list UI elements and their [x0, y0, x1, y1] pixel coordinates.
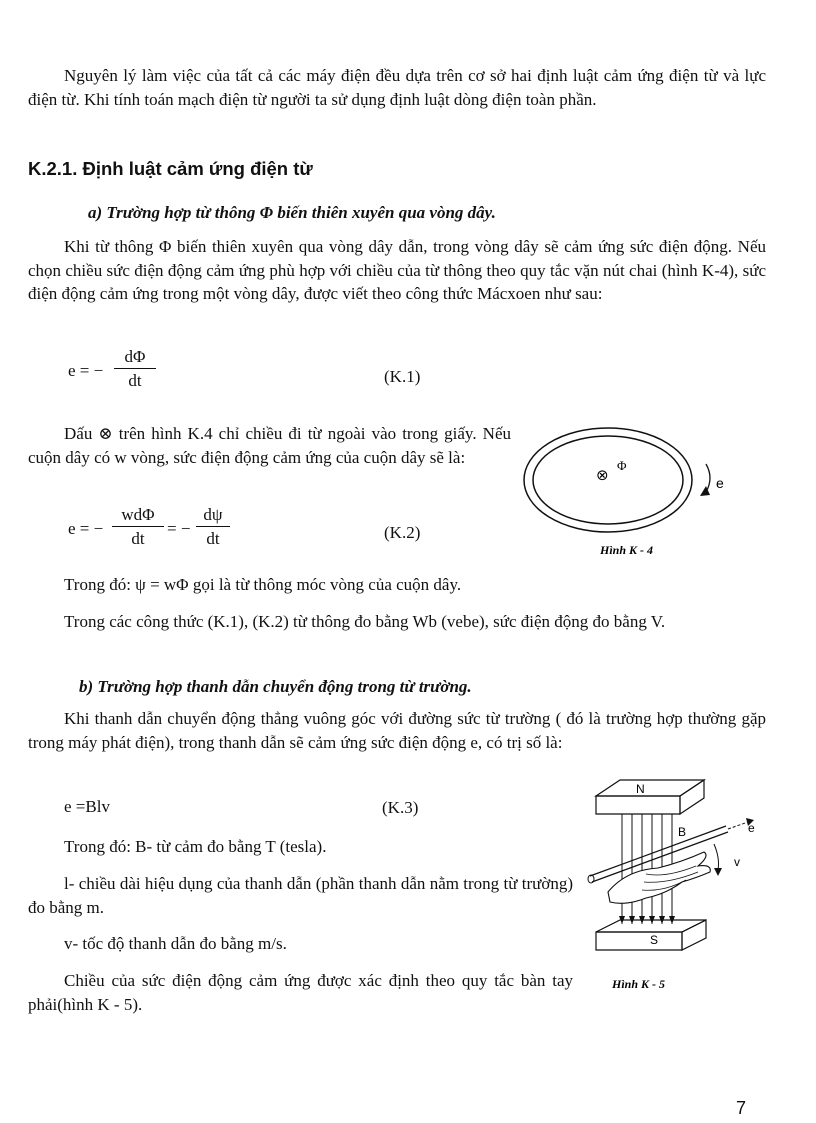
- eq3-lhs: e =Blv: [64, 797, 110, 816]
- flux-cross-symbol: ⊗: [596, 466, 609, 484]
- flux-symbol: Φ: [617, 458, 627, 473]
- eq1-label: (K.1): [384, 367, 421, 386]
- eq1-denominator: dt: [128, 371, 142, 390]
- paragraph-a1: Khi từ thông Φ biến thiên xuyên qua vòng dây dẫn, trong vòng dây sẽ cảm ứng sức điện động. Nếu chọn chiều sức điện động cảm ứng phù hợp với chiều của từ thông theo quy tắc vặn nút chai (hình K-4), sức điện động cảm ứng trong một vòng dây, được viết theo công thức Mácxoen như sau:: [28, 237, 766, 303]
- paragraph-b5: Chiều của sức điện động cảm ứng được xác định theo quy tắc bàn tay phải(hình K - 5).: [28, 971, 573, 1014]
- eq2-denominator-2: dt: [206, 529, 220, 548]
- figure-k4: [520, 416, 726, 566]
- page-number: 7: [736, 1098, 747, 1118]
- paragraph-a3: Trong đó: ψ = wΦ gọi là từ thông móc vòng của cuộn dây.: [64, 575, 462, 594]
- eq3-label: (K.3): [382, 798, 419, 817]
- north-label: N: [636, 782, 645, 796]
- b-label: B: [678, 825, 687, 839]
- emf-direction-line: [728, 822, 748, 829]
- paragraph-a2: Dấu ⊗ trên hình K.4 chỉ chiều đi từ ngoài vào trong giấy. Nếu cuộn dây có w vòng, sức điện động cảm ứng của cuộn dây sẽ là:: [28, 424, 511, 467]
- figure-k4-caption: Hình K - 4: [600, 543, 654, 557]
- figure-k5-caption: Hình K - 5: [612, 977, 666, 991]
- figure-k5: [586, 774, 766, 994]
- eq2-numerator-2: dψ: [196, 504, 230, 527]
- paragraph-b2: Trong đó: B- từ cảm đo bằng T (tesla).: [64, 837, 327, 856]
- paragraph-b1: Khi thanh dẫn chuyển động thẳng vuông góc với đường sức từ trường ( đó là trường hợp thường gặp trong máy phát điện), trong thanh dẫn sẽ cảm ứng sức điện động e, có trị số là:: [28, 709, 766, 752]
- eq2-lhs: e = −: [68, 519, 104, 538]
- south-label: S: [650, 933, 659, 947]
- eq2-label: (K.2): [384, 523, 421, 542]
- north-pole: [596, 780, 704, 814]
- eq2-mid: = −: [167, 519, 191, 538]
- paragraph-a4: Trong các công thức (K.1), (K.2) từ thông đo bằng Wb (vebe), sức điện động đo bằng V.: [64, 612, 666, 631]
- paragraph-b4: v- tốc độ thanh dẫn đo bằng m/s.: [64, 934, 287, 953]
- intro-paragraph: Nguyên lý làm việc của tất cả các máy điện đều dựa trên cơ sở hai định luật cảm ứng điện từ và lực điện từ. Khi tính toán mạch điện từ người ta sử dụng định luật dòng điện toàn phần.: [28, 66, 766, 109]
- right-hand-icon: [608, 852, 710, 903]
- section-title: K.2.1. Định luật cảm ứng điện từ: [28, 158, 313, 179]
- v-label: v: [734, 855, 740, 869]
- emf-label: e: [716, 475, 724, 491]
- e-label: e: [748, 821, 755, 835]
- subsection-b-title: b) Trường hợp thanh dẫn chuyển động trong từ trường.: [79, 677, 472, 696]
- subsection-a-title: a) Trường hợp từ thông Φ biến thiên xuyên qua vòng dây.: [88, 203, 496, 222]
- south-pole: [596, 920, 706, 950]
- eq2-numerator-1: wdΦ: [112, 504, 164, 527]
- paragraph-b3: l- chiều dài hiệu dụng của thanh dẫn (phần thanh dẫn nằm trong từ trường) đo bằng m.: [28, 874, 573, 917]
- eq1-lhs: e = −: [68, 361, 104, 380]
- eq2-denominator-1: dt: [131, 529, 145, 548]
- velocity-line: [714, 844, 719, 870]
- velocity-arrow-icon: [714, 868, 722, 876]
- eq1-numerator: dΦ: [114, 346, 156, 369]
